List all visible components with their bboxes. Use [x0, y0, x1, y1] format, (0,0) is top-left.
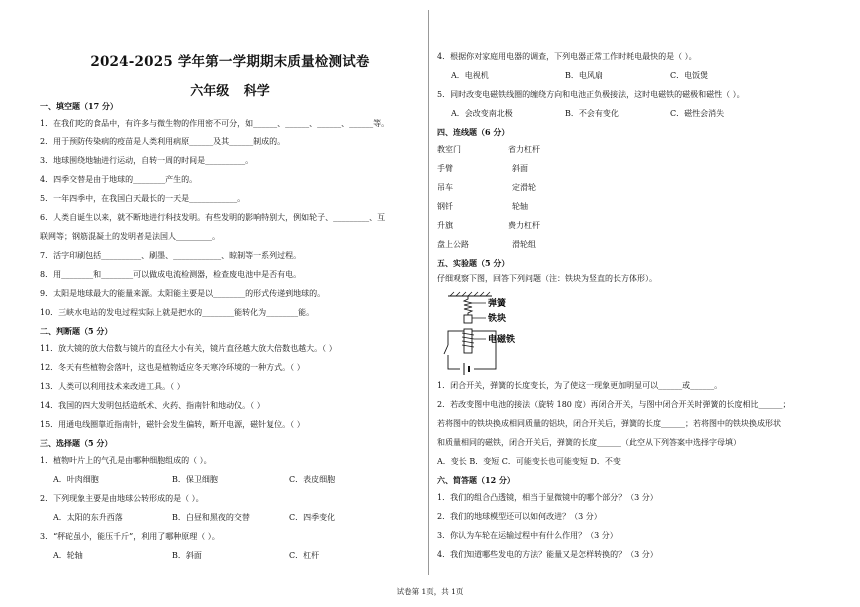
question-choice-2: 2．下列现象主要是由地球公转形成的是（ ）。: [40, 494, 204, 503]
question-8: 8．用________和________可以做成电流检测器，检查废电池中是否有电。: [40, 270, 302, 279]
question-6-line-2: 联网等；钢筋混凝土的发明者是法国人_________。: [40, 232, 220, 241]
match-left-1: 教室门: [437, 145, 461, 154]
exam-subtitle: 六年级 科学: [190, 84, 270, 99]
experiment-q1: 1．闭合开关，弹簧的长度变长，为了使这一现象更加明显可以______或______。: [437, 381, 723, 390]
label-electromagnet: 电磁铁: [488, 335, 516, 345]
electromagnet-diagram: [442, 291, 552, 376]
experiment-q2-line-3: 和质量相同的磁铁，闭合开关后，弹簧的长度______（此空从下列答案中选择字母填）: [437, 438, 741, 447]
page-footer: 试卷第 1页，共 1页: [396, 587, 464, 596]
match-left-6: 盘上公路: [437, 240, 469, 249]
iron-block-icon: [464, 315, 472, 323]
match-right-3: 定滑轮: [512, 183, 536, 192]
short-answer-2: 2．我们的地球模型还可以如何改进？（3 分）: [437, 512, 602, 521]
question-13: 13．人类可以利用技术来改进工具。（ ）: [40, 382, 185, 391]
choice-2-option-c: C．四季变化: [289, 513, 336, 522]
section-matching: 四、连线题（6 分）: [437, 127, 510, 137]
question-choice-5: 5．同时改变电磁铁线圈的缠绕方向和电池正负极接法，这时电磁铁的磁极和磁性（ ）。: [437, 90, 745, 99]
question-2: 2．用于预防传染病的疫苗是人类利用病原______及其______制成的。: [40, 137, 286, 146]
question-11: 11．放大镜的放大倍数与镜片的直径大小有关，镜片直径越大放大倍数也越大。（ ）: [40, 344, 337, 353]
question-14: 14．我国的四大发明包括造纸术、火药、指南针和地动仪。（ ）: [40, 401, 265, 410]
short-answer-4: 4．我们知道哪些发电的方法？能量又是怎样转换的？（3 分）: [437, 550, 658, 559]
short-answer-3: 3．你认为车轮在运输过程中有什么作用？（3 分）: [437, 531, 618, 540]
match-left-5: 升旗: [437, 221, 453, 230]
choice-5-option-c: C．磁性会消失: [670, 109, 725, 118]
choice-2-option-b: B．白昼和黑夜的交替: [172, 513, 250, 522]
choice-1-option-c: C．表皮细胞: [289, 475, 336, 484]
column-divider: [428, 10, 429, 575]
experiment-q2-line-1: 2．若改变图中电池的接法（旋转 180 度）再闭合开关，与图中闭合开关时弹簧的长度相比______；: [437, 400, 791, 409]
question-10: 10．三峡水电站的发电过程实际上就是把水的________能转化为________能。: [40, 308, 315, 317]
question-choice-4: 4．根据你对家庭用电器的调查，下列电器正常工作时耗电最快的是（ ）。: [437, 52, 697, 61]
question-6-line-1: 6．人类自诞生以来，就不断地进行科技发明。有些发明的影响特别大，例如轮子、_________、互: [40, 213, 386, 222]
section-multiple-choice: 三、选择题（5 分）: [40, 438, 113, 448]
section-true-false: 二、判断题（5 分）: [40, 326, 113, 336]
match-left-4: 钢钎: [437, 202, 453, 211]
choice-1-option-a: A．叶肉细胞: [53, 475, 99, 484]
question-choice-3: 3．“秤砣虽小，能压千斤”，利用了哪种原理（ ）。: [40, 532, 220, 541]
match-right-5: 费力杠杆: [508, 221, 540, 230]
short-answer-1: 1．我们的组合凸透镜，相当于显微镜中的哪个部分？（3 分）: [437, 493, 658, 502]
match-left-2: 手臂: [437, 164, 453, 173]
question-choice-1: 1．植物叶片上的气孔是由哪种细胞组成的（ ）。: [40, 456, 212, 465]
match-right-1: 省力杠杆: [508, 145, 540, 154]
label-spring: 弹簧: [488, 299, 507, 309]
match-right-6: 滑轮组: [512, 240, 536, 249]
experiment-q2-line-2: 若将图中的铁块换成相同质量的铝块，闭合开关后，弹簧的长度______；若将图中的铁块换成形状: [437, 419, 781, 428]
question-5: 5．一年四季中，在我国白天最长的一天是____________。: [40, 194, 246, 203]
choice-4-option-a: A．电视机: [451, 71, 489, 80]
section-experiment: 五、实验题（5 分）: [437, 258, 510, 268]
choice-4-option-b: B．电风扇: [565, 71, 603, 80]
question-3: 3．地球围绕地轴进行运动，自转一周的时间是__________。: [40, 156, 254, 165]
experiment-intro: 仔细观察下图，回答下列问题（注：铁块为竖直的长方体形）。: [437, 274, 657, 283]
choice-5-option-a: A．会改变南北极: [451, 109, 513, 118]
choice-4-option-c: C．电饭煲: [670, 71, 709, 80]
experiment-q2-options: A．变长 B．变短 C．可能变长也可能变短 D．不变: [437, 457, 621, 466]
match-right-2: 斜面: [512, 164, 528, 173]
question-12: 12．冬天有些植物会落叶，这也是植物适应冬天寒冷环境的一种方式。（ ）: [40, 363, 305, 372]
exam-title: 2024-2025 学年第一学期期末质量检测试卷: [90, 54, 370, 70]
question-9: 9．太阳是地球最大的能量来源。太阳能主要是以________的形式传递到地球的。: [40, 289, 326, 298]
match-right-4: 轮轴: [512, 202, 528, 211]
choice-3-option-a: A．轮轴: [53, 551, 83, 560]
question-1: 1．在我们吃的食品中，有许多与微生物的作用密不可分，如______、______、______、______等。: [40, 119, 390, 128]
choice-3-option-b: B．斜面: [172, 551, 202, 560]
choice-1-option-b: B．保卫细胞: [172, 475, 218, 484]
label-iron: 铁块: [488, 314, 507, 324]
section-fill-blank: 一、填空题（17 分）: [40, 101, 118, 111]
match-left-3: 吊车: [437, 183, 453, 192]
question-15: 15．用通电线圈靠近指南针，磁针会发生偏转，断开电源，磁针复位。（ ）: [40, 420, 305, 429]
spring-icon: [464, 296, 472, 315]
section-short-answer: 六、简答题（12 分）: [437, 475, 515, 485]
question-7: 7．活字印刷包括__________、刷墨、____________、晾制等一系列过程。: [40, 251, 302, 260]
choice-2-option-a: A．太阳的东升西落: [53, 513, 123, 522]
electromagnet-icon: [464, 329, 472, 353]
question-4: 4．四季交替是由于地球的________产生的。: [40, 175, 198, 184]
choice-5-option-b: B．不会有变化: [565, 109, 619, 118]
choice-3-option-c: C．杠杆: [289, 551, 320, 560]
